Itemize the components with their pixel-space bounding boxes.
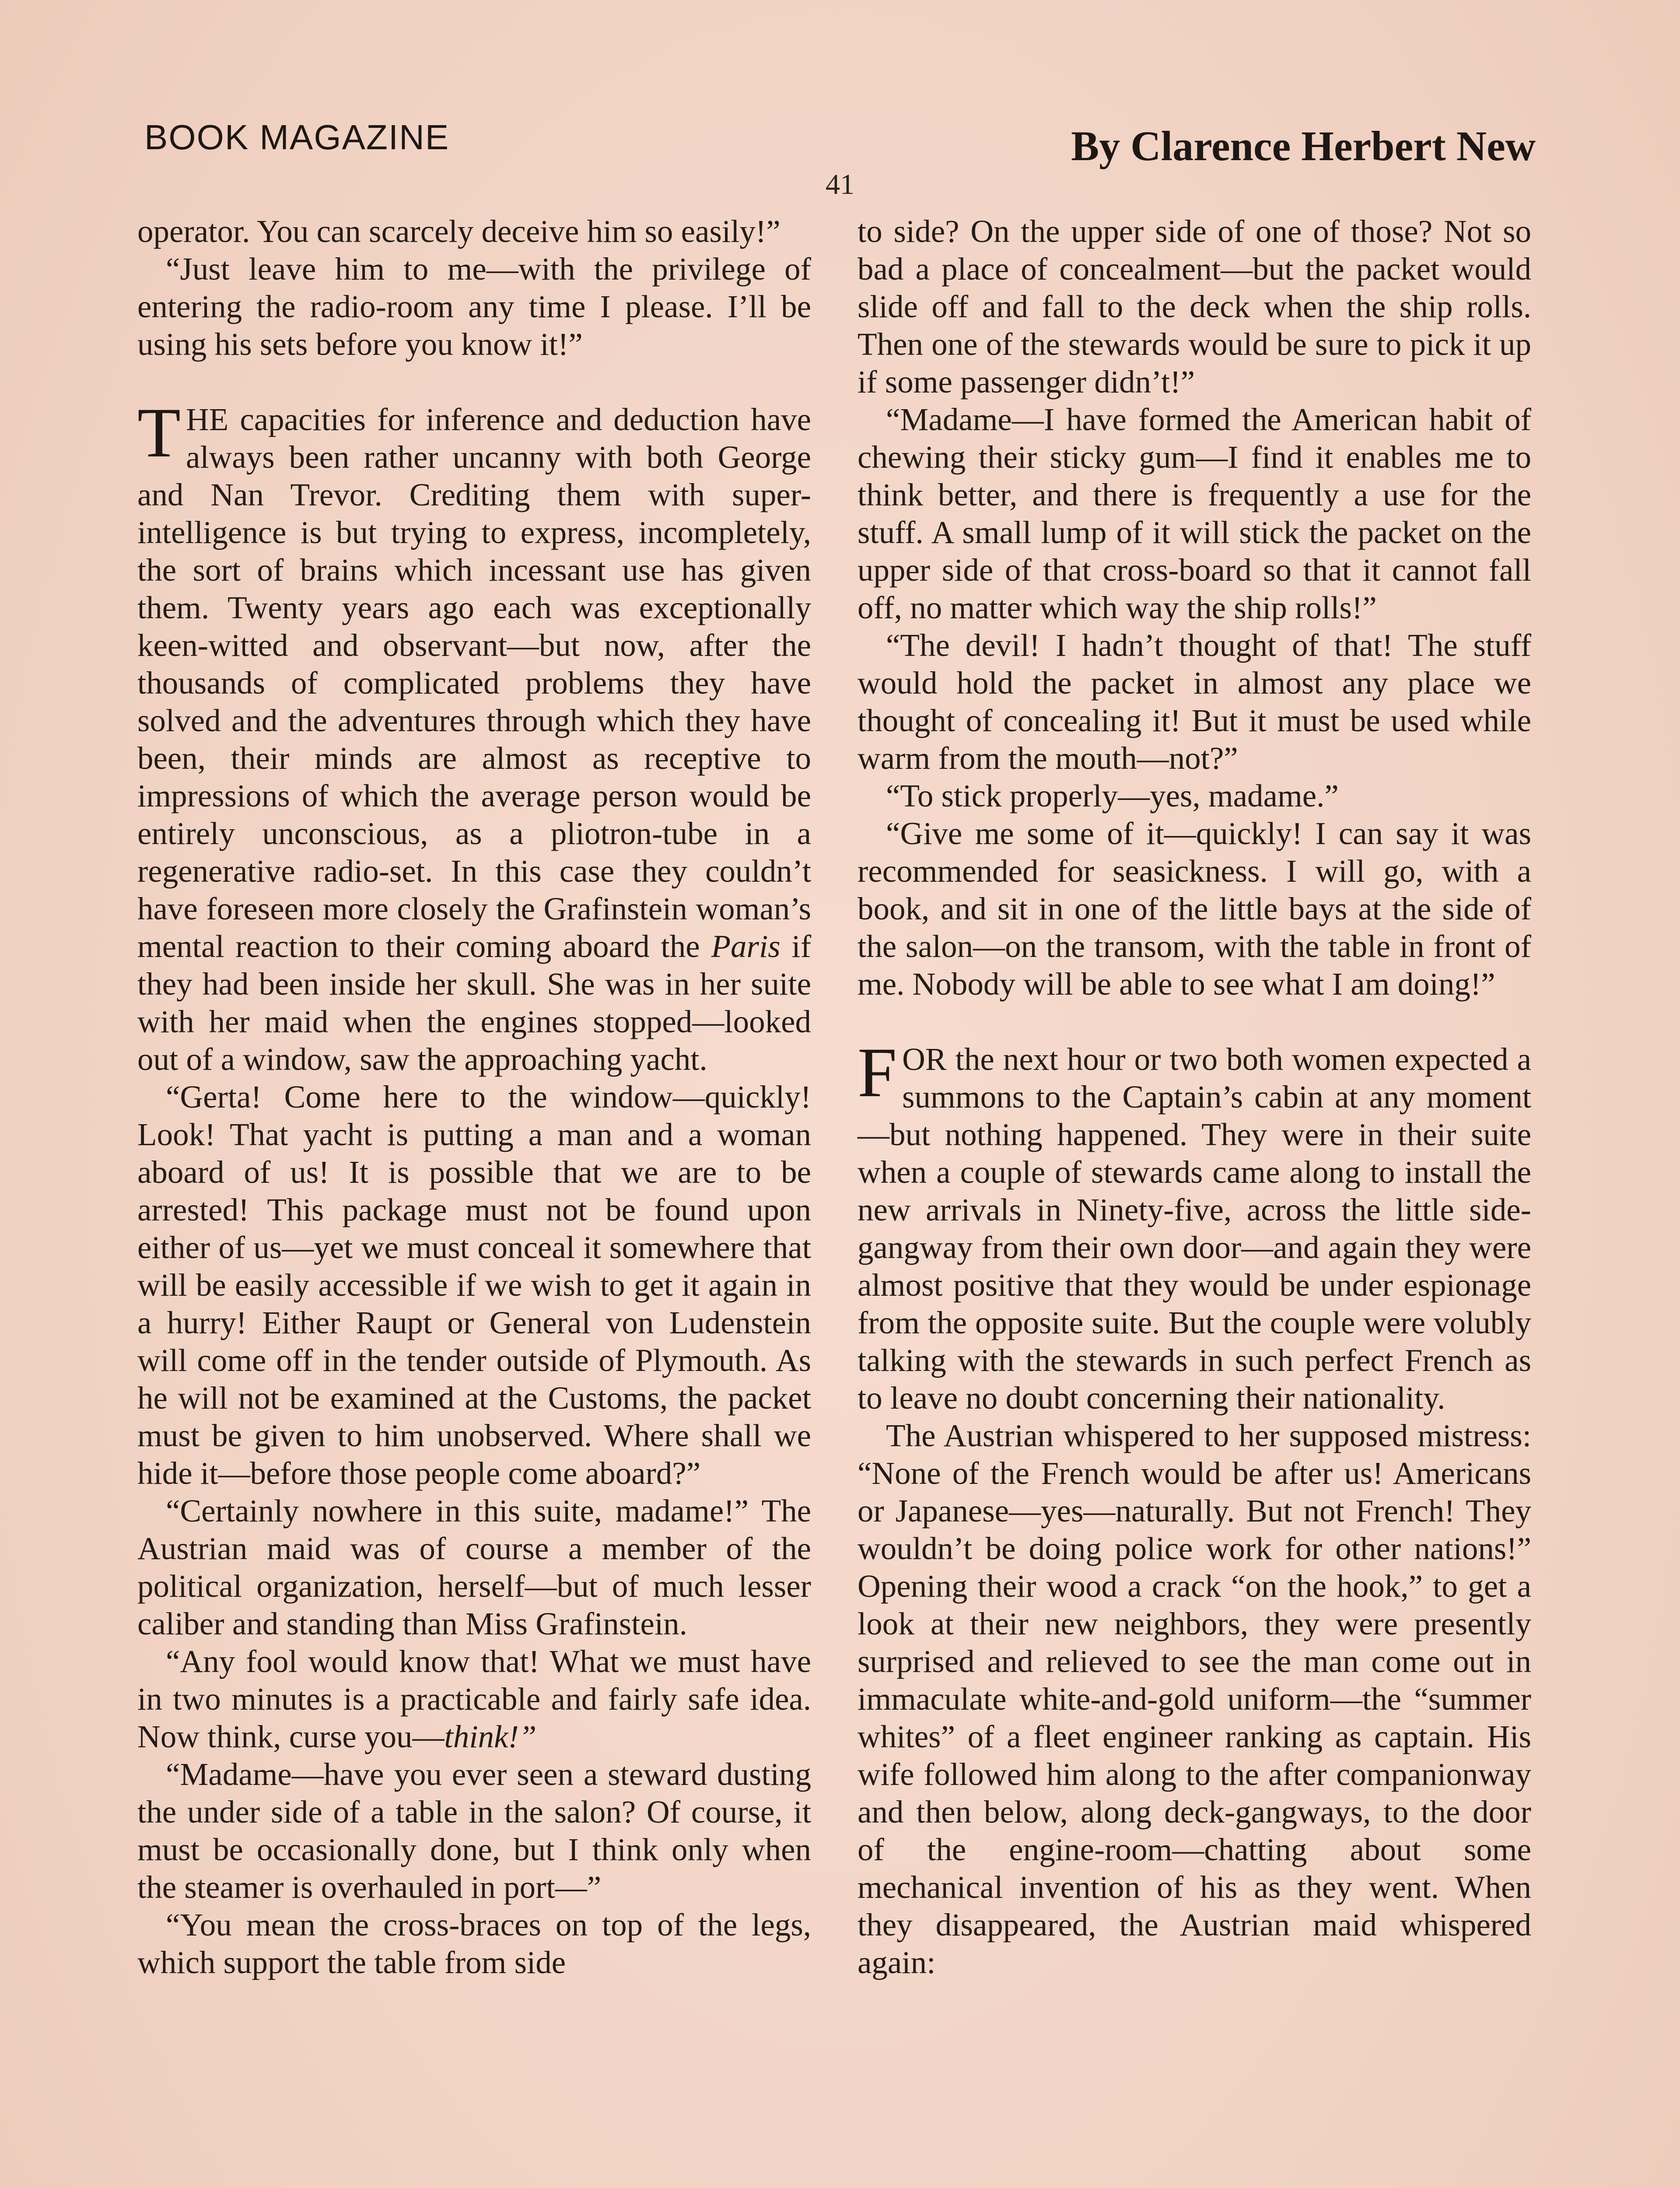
right-column: [858, 213, 1531, 1981]
paragraph-text: OR the next hour or two both women expected a summons to the Captain’s cabin at any moment—but nothing happened. They were in their suite when a couple of stewards came along to install the new arrivals in Ninety-five, across the little side-gangway from their own door—and again they were almost positive that they would be under espionage from the opposite suite. But the couple were volubly talking with the stewards in such perfect French as to leave no doubt concerning their nationality.: [858, 1041, 1531, 1416]
paragraph-text: HE capacities for inference and deduction have always been rather uncanny with both George and Nan Trevor. Crediting them with super-intelligence is but trying to express, incompletely, the sort of brains which incessant use has given them. Twenty years ago each was exceptionally keen-witted and observant—but now, after the thousands of complicated problems they have solved and the adventures through which they have been, their minds are almost as receptive to impressions of which the average person would be entirely unconscious, as a pliotron-tube in a regenerative radio-set. In this case they couldn’t have foreseen more closely the Grafinstein woman’s mental reaction to their coming aboard the: [137, 402, 811, 964]
magazine-title: BOOK MAGAZINE: [144, 118, 450, 157]
emphasis-text: think!”: [444, 1719, 537, 1754]
page-number: 41: [826, 168, 854, 200]
paragraph: The Austrian whispered to her supposed mistress: “None of the French would be after us! Americans or Japanese—yes—naturally. But not French! They wouldn’t be doing police work for other nations!” Opening their wood a crack “on the hook,” to get a look at their new neighbors, they were presently surprised and relieved to see the man come out in immaculate white-and-gold uniform—the “summer whites” of a fleet engineer ranking as captain. His wife followed him along to the after companionway and then below, along deck-gangways, to the door of the engine-room—chatting about some mechanical invention of his as they went. When they disappeared, the Austrian maid whispered again:: [858, 1418, 1531, 1980]
drop-cap: T: [137, 394, 181, 472]
paragraph: operator. You can scarcely deceive him so easily!”: [137, 214, 780, 249]
paragraph: “Madame—I have formed the American habit of chewing their sticky gum—I find it enables me to think better, and there is frequently a use for the stuff. A small lump of it will stick the packet on the upper side of that cross-board so that it cannot fall off, no matter which way the ship rolls!”: [858, 402, 1531, 625]
section-opening-paragraph: [137, 394, 812, 1078]
paragraph: “Just leave him to me—with the privilege of entering the radio-room any time I please. I’ll be using his sets before you know it!”: [137, 251, 811, 362]
paragraph: “Madame—have you ever seen a steward dusting the under side of a table in the salon? Of course, it must be occasionally done, but I think only when the steamer is overhauled in port—”: [137, 1757, 811, 1905]
paragraph: “To stick properly—yes, madame.”: [886, 778, 1339, 813]
paragraph: “The devil! I hadn’t thought of that! The stuff would hold the packet in almost any place we thought of concealing it! But it must be used while warm from the mouth—not?”: [858, 628, 1531, 776]
drop-cap: F: [858, 1034, 897, 1112]
paragraph-text: “Any fool would know that! What we must have in two minutes is a practicable and fairly safe idea. Now think, curse you—: [137, 1644, 811, 1754]
paragraph: “Gerta! Come here to the window—quickly! Look! That yacht is putting a man and a woman aboard of us! It is possible that we are to be arrested! This package must not be found upon either of us—yet we must conceal it somewhere that will be easily accessible if we wish to get it again in a hurry! Either Raupt or General von Ludenstein will come off in the tender outside of Plymouth. As he will not be examined at the Customs, the packet must be given to him unobserved. Where shall we hide it—before those people come aboard?”: [137, 1079, 811, 1491]
author-byline: By Clarence Herbert New: [1071, 123, 1536, 169]
left-column: [137, 213, 811, 1981]
paragraph: “You mean the cross-braces on top of the legs, which support the table from side: [137, 1907, 811, 1980]
paragraph-text: if they had been inside her skull. She was in her suite with her maid when the engines stopped—looked out of a window, saw the approaching yacht.: [137, 929, 812, 1077]
paragraph: “Certainly nowhere in this suite, madame!” The Austrian maid was of course a member of the political organization, herself—but of much lesser caliber and standing than Miss Grafinstein.: [137, 1493, 811, 1641]
paragraph: [137, 1643, 811, 1756]
ship-name: Paris: [711, 929, 780, 964]
section-opening-paragraph: [858, 1034, 1531, 1417]
paragraph: to side? On the upper side of one of those? Not so bad a place of concealment—but the packet would slide off and fall to the deck when the ship rolls. Then one of the stewards would be sure to pick it up if some passenger didn’t!”: [858, 214, 1531, 400]
paragraph: “Give me some of it—quickly! I can say it was recommended for seasickness. I will go, with a book, and sit in one of the little bays at the side of the salon—on the transom, with the table in front of me. Nobody will be able to see what I am doing!”: [858, 816, 1531, 1002]
